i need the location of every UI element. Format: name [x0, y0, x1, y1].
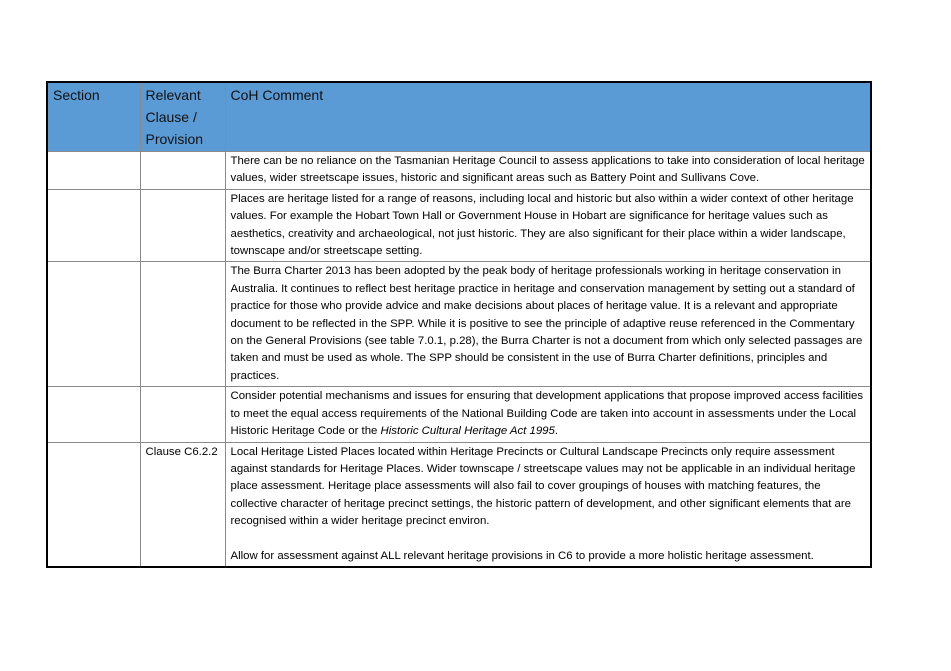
header-row: [47, 82, 871, 152]
header-comment: CoH Comment: [225, 82, 871, 152]
header-section: Section: [47, 82, 140, 152]
comment-text-end: .: [554, 425, 559, 438]
comment-cell: Places are heritage listed for a range of reasons, including local and historic but also within a wider context of other heritage values. For example the Hobart Town Hall or Government House in Hobart are significance for heritage values such as aesthetics, creativity and archaeological, not just historic. They are also significant for their place within a wider landscape, townscape and/or streetscape setting.: [225, 189, 871, 262]
section-cell: [47, 189, 140, 262]
section-cell: [47, 262, 140, 387]
comments-table: [46, 81, 872, 568]
comment-cell: [225, 442, 871, 567]
section-cell: [47, 442, 140, 567]
comment-paragraph: Local Heritage Listed Places located within Heritage Precincts or Cultural Landscape Precincts only require assessment against standards for Heritage Places. Wider townscape / streetscape values may not be applicable in an individual heritage place assessment. Heritage place assessments will also fail to cover groupings of houses with matching features, the collective character of heritage precinct settings, the historic pattern of development, and other significant elements that are recognised within a wider heritage precinct environ.: [230, 445, 856, 528]
clause-cell: [140, 262, 225, 387]
table-row: [47, 387, 871, 442]
comment-cell: [225, 387, 871, 442]
comment-cell: The Burra Charter 2013 has been adopted by the peak body of heritage professionals working in heritage conservation in Australia. It continues to reflect best heritage practice in heritage and conservation management by setting out a standard of practice for those who provide advice and make decisions about places of heritage value. It is a relevant and appropriate document to be reflected in the SPP. While it is positive to see the principle of adaptive reuse referenced in the Commentary on the General Provisions (see table 7.0.1, p.28), the Burra Charter is not a document from which only selected passages are taken and must be used as whole. The SPP should be consistent in the use of Burra Charter definitions, principles and practices.: [225, 262, 871, 387]
section-cell: [47, 152, 140, 190]
comment-text: Consider potential mechanisms and issues for ensuring that development applications that propose improved access facilities to meet the equal access requirements of the National Building Code are taken into account in assessments under the Local Historic Heritage Code or the: [230, 390, 864, 438]
section-cell: [47, 387, 140, 442]
clause-cell: [140, 189, 225, 262]
table-row: [47, 189, 871, 262]
paragraph-gap: [231, 531, 866, 548]
clause-cell: [140, 387, 225, 442]
comment-cell: There can be no reliance on the Tasmanian Heritage Council to assess applications to take into consideration of local heritage values, wider streetscape issues, historic and significant areas such as Battery Point and Sullivans Cove.: [225, 152, 871, 190]
clause-cell: Clause C6.2.2: [140, 442, 225, 567]
comment-paragraph: Allow for assessment against ALL relevant heritage provisions in C6 to provide a more holistic heritage assessment.: [230, 549, 814, 562]
table-row: [47, 262, 871, 387]
table-row: [47, 152, 871, 190]
act-title: Historic Cultural Heritage Act 1995: [380, 425, 555, 438]
table-row: [47, 442, 871, 567]
header-clause: Relevant Clause / Provision: [140, 82, 225, 152]
clause-cell: [140, 152, 225, 190]
